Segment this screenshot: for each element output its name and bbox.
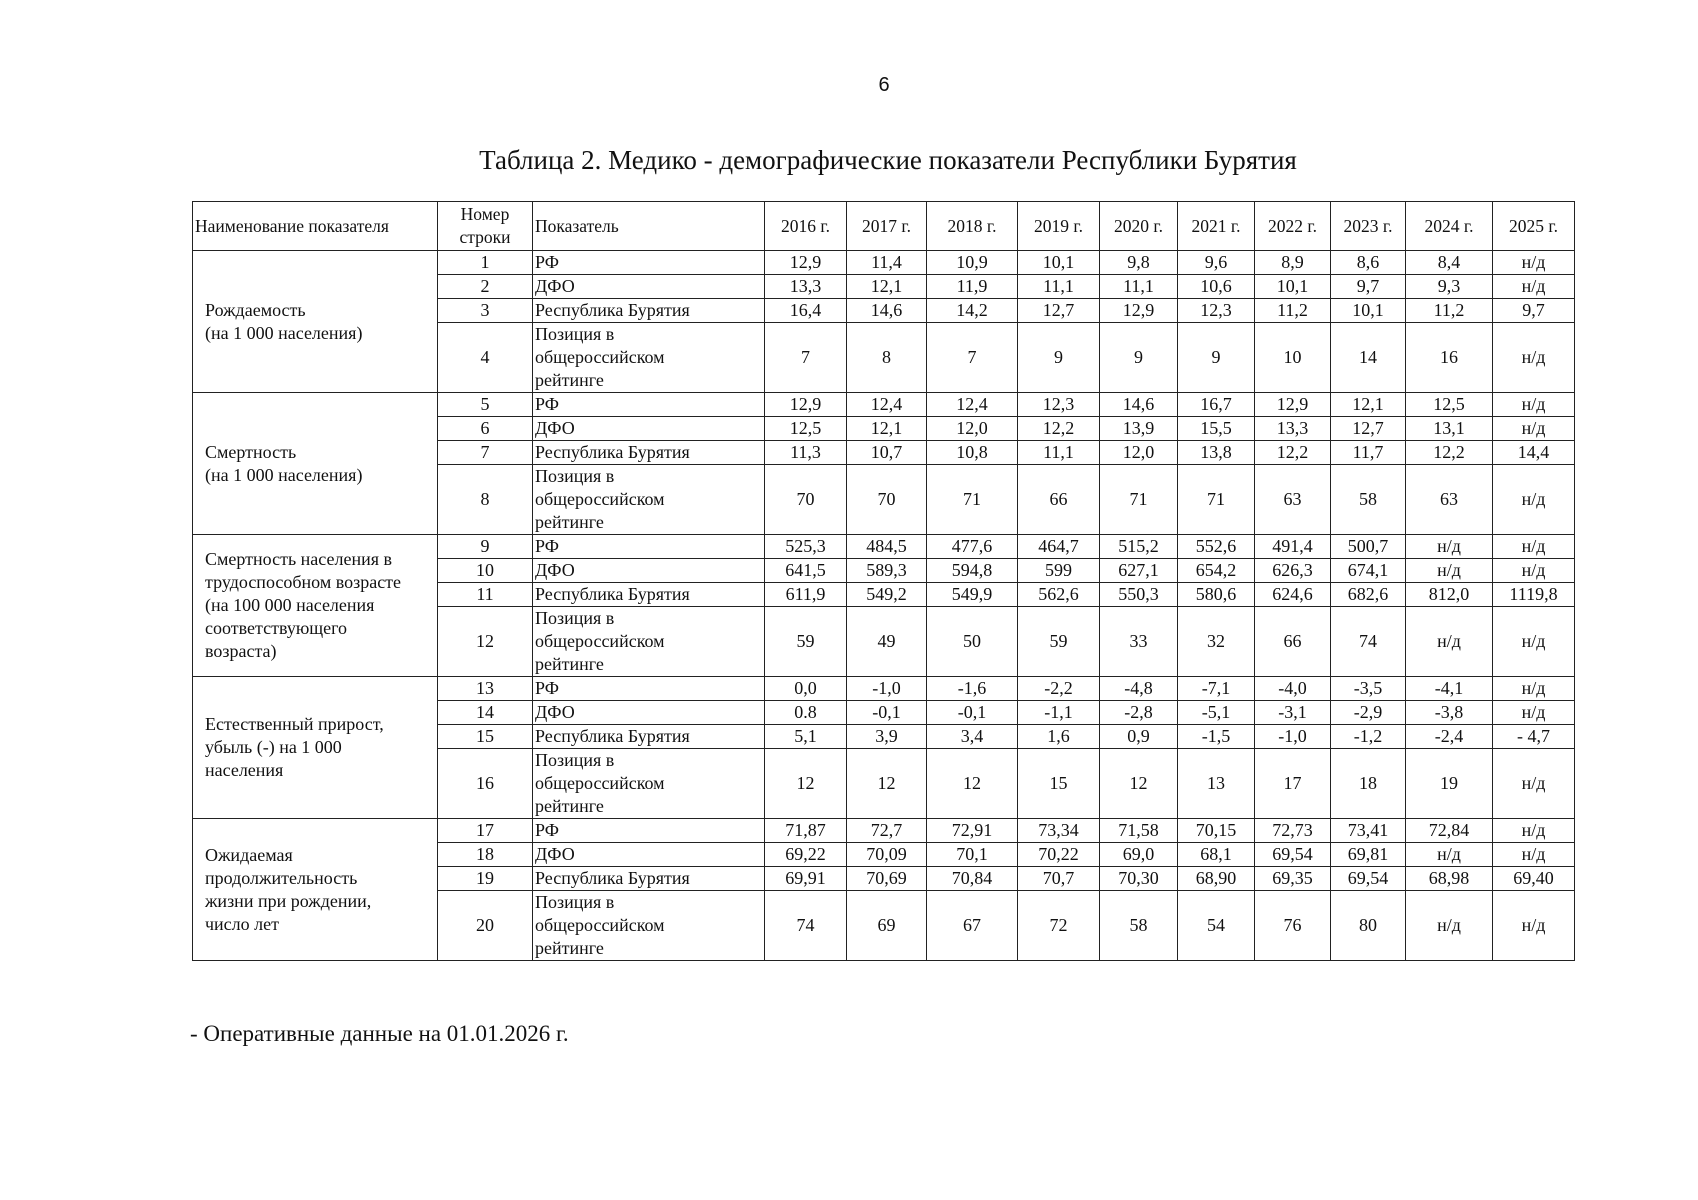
indicator-label: РФ <box>533 251 765 275</box>
value-cell: 70,30 <box>1100 867 1178 891</box>
value-cell: 0.8 <box>765 701 847 725</box>
value-cell: -3,8 <box>1406 701 1493 725</box>
value-cell: 9,7 <box>1493 299 1575 323</box>
value-cell: 13,3 <box>765 275 847 299</box>
value-cell: 484,5 <box>847 535 927 559</box>
value-cell: 589,3 <box>847 559 927 583</box>
value-cell: -4,8 <box>1100 677 1178 701</box>
value-cell: 10,1 <box>1255 275 1331 299</box>
value-cell: 525,3 <box>765 535 847 559</box>
row-number: 20 <box>438 891 533 961</box>
value-cell: 71 <box>1100 465 1178 535</box>
header-year: 2018 г. <box>927 202 1018 251</box>
value-cell: 12,5 <box>765 417 847 441</box>
value-cell: 70,1 <box>927 843 1018 867</box>
value-cell: 3,9 <box>847 725 927 749</box>
indicator-label: ДФО <box>533 701 765 725</box>
value-cell: 68,98 <box>1406 867 1493 891</box>
value-cell: 626,3 <box>1255 559 1331 583</box>
value-cell: 68,1 <box>1178 843 1255 867</box>
value-cell: 552,6 <box>1178 535 1255 559</box>
value-cell: н/д <box>1493 843 1575 867</box>
value-cell: 8,4 <box>1406 251 1493 275</box>
value-cell: 12,9 <box>1255 393 1331 417</box>
table-body <box>193 251 1575 961</box>
row-number: 2 <box>438 275 533 299</box>
header-year: 2017 г. <box>847 202 927 251</box>
value-cell: 16,7 <box>1178 393 1255 417</box>
row-number: 12 <box>438 607 533 677</box>
value-cell: 812,0 <box>1406 583 1493 607</box>
indicator-label: ДФО <box>533 559 765 583</box>
row-number: 15 <box>438 725 533 749</box>
value-cell: 11,9 <box>927 275 1018 299</box>
row-number: 1 <box>438 251 533 275</box>
value-cell: -1,6 <box>927 677 1018 701</box>
value-cell: 1119,8 <box>1493 583 1575 607</box>
value-cell: 10 <box>1255 323 1331 393</box>
header-year: 2025 г. <box>1493 202 1575 251</box>
value-cell: 59 <box>765 607 847 677</box>
value-cell: 562,6 <box>1018 583 1100 607</box>
value-cell: 12,1 <box>1331 393 1406 417</box>
value-cell: н/д <box>1493 701 1575 725</box>
value-cell: 58 <box>1331 465 1406 535</box>
value-cell: 12,4 <box>847 393 927 417</box>
value-cell: 72,7 <box>847 819 927 843</box>
value-cell: 69,54 <box>1255 843 1331 867</box>
value-cell: 70,84 <box>927 867 1018 891</box>
value-cell: н/д <box>1493 819 1575 843</box>
row-number: 13 <box>438 677 533 701</box>
value-cell: 69,81 <box>1331 843 1406 867</box>
row-number: 19 <box>438 867 533 891</box>
indicator-label: Позиция в общероссийском рейтинге <box>533 323 765 393</box>
value-cell: 10,7 <box>847 441 927 465</box>
value-cell: 74 <box>765 891 847 961</box>
value-cell: 8,6 <box>1331 251 1406 275</box>
value-cell: 66 <box>1018 465 1100 535</box>
value-cell: 12 <box>927 749 1018 819</box>
value-cell: 58 <box>1100 891 1178 961</box>
value-cell: 10,9 <box>927 251 1018 275</box>
value-cell: 12,2 <box>1406 441 1493 465</box>
indicator-label: РФ <box>533 819 765 843</box>
value-cell: 15 <box>1018 749 1100 819</box>
value-cell: 15,5 <box>1178 417 1255 441</box>
value-cell: 12,0 <box>1100 441 1178 465</box>
indicator-label: Республика Бурятия <box>533 299 765 323</box>
row-number: 7 <box>438 441 533 465</box>
value-cell: 654,2 <box>1178 559 1255 583</box>
value-cell: 9,3 <box>1406 275 1493 299</box>
value-cell: 11,3 <box>765 441 847 465</box>
indicator-label: ДФО <box>533 417 765 441</box>
value-cell: -1,2 <box>1331 725 1406 749</box>
value-cell: 14,4 <box>1493 441 1575 465</box>
value-cell: 71,87 <box>765 819 847 843</box>
value-cell: -7,1 <box>1178 677 1255 701</box>
value-cell: 549,2 <box>847 583 927 607</box>
value-cell: 5,1 <box>765 725 847 749</box>
value-cell: н/д <box>1493 323 1575 393</box>
value-cell: 491,4 <box>1255 535 1331 559</box>
value-cell: 13,3 <box>1255 417 1331 441</box>
value-cell: 69,0 <box>1100 843 1178 867</box>
value-cell: н/д <box>1406 607 1493 677</box>
value-cell: 0,0 <box>765 677 847 701</box>
value-cell: 14,6 <box>1100 393 1178 417</box>
value-cell: 12,7 <box>1018 299 1100 323</box>
value-cell: 599 <box>1018 559 1100 583</box>
value-cell: 74 <box>1331 607 1406 677</box>
value-cell: -3,1 <box>1255 701 1331 725</box>
value-cell: 674,1 <box>1331 559 1406 583</box>
header-year: 2020 г. <box>1100 202 1178 251</box>
value-cell: 69,35 <box>1255 867 1331 891</box>
value-cell: 50 <box>927 607 1018 677</box>
value-cell: 12,9 <box>765 251 847 275</box>
value-cell: 12,3 <box>1018 393 1100 417</box>
value-cell: -1,0 <box>1255 725 1331 749</box>
row-number: 16 <box>438 749 533 819</box>
row-number: 4 <box>438 323 533 393</box>
value-cell: 9,8 <box>1100 251 1178 275</box>
value-cell: н/д <box>1493 559 1575 583</box>
table-row <box>193 251 1575 275</box>
row-number: 9 <box>438 535 533 559</box>
value-cell: -2,8 <box>1100 701 1178 725</box>
value-cell: н/д <box>1493 607 1575 677</box>
value-cell: 14,6 <box>847 299 927 323</box>
value-cell: 16,4 <box>765 299 847 323</box>
indicator-label: РФ <box>533 393 765 417</box>
value-cell: 641,5 <box>765 559 847 583</box>
value-cell: 63 <box>1406 465 1493 535</box>
value-cell: 12 <box>765 749 847 819</box>
indicator-group-name: Смертность населения в трудоспособном возрасте (на 100 000 населения соответствующего возраста) <box>193 535 438 677</box>
value-cell: 550,3 <box>1100 583 1178 607</box>
value-cell: 12 <box>1100 749 1178 819</box>
value-cell: 594,8 <box>927 559 1018 583</box>
value-cell: 63 <box>1255 465 1331 535</box>
indicator-label: Позиция в общероссийском рейтинге <box>533 749 765 819</box>
value-cell: 16 <box>1406 323 1493 393</box>
value-cell: 14,2 <box>927 299 1018 323</box>
indicator-label: ДФО <box>533 275 765 299</box>
value-cell: 70,22 <box>1018 843 1100 867</box>
value-cell: 13 <box>1178 749 1255 819</box>
value-cell: 12,1 <box>847 417 927 441</box>
value-cell: 10,6 <box>1178 275 1255 299</box>
value-cell: 68,90 <box>1178 867 1255 891</box>
value-cell: 11,7 <box>1331 441 1406 465</box>
value-cell: 12,0 <box>927 417 1018 441</box>
value-cell: 69,54 <box>1331 867 1406 891</box>
value-cell: 549,9 <box>927 583 1018 607</box>
value-cell: 13,9 <box>1100 417 1178 441</box>
value-cell: 7 <box>765 323 847 393</box>
value-cell: 11,2 <box>1406 299 1493 323</box>
table-row <box>193 535 1575 559</box>
value-cell: н/д <box>1493 535 1575 559</box>
value-cell: 33 <box>1100 607 1178 677</box>
header-indicator: Показатель <box>533 202 765 251</box>
table-row <box>193 819 1575 843</box>
value-cell: 11,1 <box>1018 441 1100 465</box>
value-cell: -2,4 <box>1406 725 1493 749</box>
value-cell: н/д <box>1406 891 1493 961</box>
value-cell: 0,9 <box>1100 725 1178 749</box>
row-number: 18 <box>438 843 533 867</box>
value-cell: 11,1 <box>1018 275 1100 299</box>
value-cell: 10,1 <box>1331 299 1406 323</box>
value-cell: 3,4 <box>927 725 1018 749</box>
value-cell: 70 <box>847 465 927 535</box>
header-year: 2016 г. <box>765 202 847 251</box>
value-cell: н/д <box>1406 559 1493 583</box>
value-cell: 69,22 <box>765 843 847 867</box>
value-cell: 17 <box>1255 749 1331 819</box>
row-number: 14 <box>438 701 533 725</box>
header-indicator-name: Наименование показателя <box>193 202 438 251</box>
indicator-label: Республика Бурятия <box>533 441 765 465</box>
value-cell: 67 <box>927 891 1018 961</box>
row-number: 17 <box>438 819 533 843</box>
value-cell: 12,5 <box>1406 393 1493 417</box>
value-cell: -4,1 <box>1406 677 1493 701</box>
value-cell: н/д <box>1493 465 1575 535</box>
header-year: 2024 г. <box>1406 202 1493 251</box>
value-cell: 70,69 <box>847 867 927 891</box>
value-cell: -2,2 <box>1018 677 1100 701</box>
value-cell: 8,9 <box>1255 251 1331 275</box>
header-row-number: Номер строки <box>438 202 533 251</box>
value-cell: 80 <box>1331 891 1406 961</box>
value-cell: -0,1 <box>927 701 1018 725</box>
value-cell: -1,0 <box>847 677 927 701</box>
header-year: 2019 г. <box>1018 202 1100 251</box>
value-cell: 69 <box>847 891 927 961</box>
value-cell: 12 <box>847 749 927 819</box>
value-cell: 515,2 <box>1100 535 1178 559</box>
value-cell: 71 <box>1178 465 1255 535</box>
header-row <box>193 202 1575 251</box>
indicator-group-name: Смертность (на 1 000 населения) <box>193 393 438 535</box>
value-cell: 69,91 <box>765 867 847 891</box>
value-cell: 66 <box>1255 607 1331 677</box>
value-cell: 10,1 <box>1018 251 1100 275</box>
value-cell: -0,1 <box>847 701 927 725</box>
value-cell: 7 <box>927 323 1018 393</box>
row-number: 11 <box>438 583 533 607</box>
indicator-label: Республика Бурятия <box>533 725 765 749</box>
value-cell: 12,1 <box>847 275 927 299</box>
indicator-label: ДФО <box>533 843 765 867</box>
value-cell: 54 <box>1178 891 1255 961</box>
value-cell: 14 <box>1331 323 1406 393</box>
value-cell: 73,41 <box>1331 819 1406 843</box>
value-cell: 1,6 <box>1018 725 1100 749</box>
value-cell: 9 <box>1100 323 1178 393</box>
value-cell: н/д <box>1493 417 1575 441</box>
value-cell: 9 <box>1018 323 1100 393</box>
value-cell: 73,34 <box>1018 819 1100 843</box>
header-year: 2023 г. <box>1331 202 1406 251</box>
value-cell: 611,9 <box>765 583 847 607</box>
indicator-label: Позиция в общероссийском рейтинге <box>533 607 765 677</box>
value-cell: 70 <box>765 465 847 535</box>
value-cell: - 4,7 <box>1493 725 1575 749</box>
indicator-label: Позиция в общероссийском рейтинге <box>533 891 765 961</box>
value-cell: 11,4 <box>847 251 927 275</box>
value-cell: 70,15 <box>1178 819 1255 843</box>
value-cell: 8 <box>847 323 927 393</box>
value-cell: 627,1 <box>1100 559 1178 583</box>
indicator-group-name: Ожидаемая продолжительность жизни при рождении, число лет <box>193 819 438 961</box>
value-cell: н/д <box>1406 535 1493 559</box>
value-cell: н/д <box>1493 393 1575 417</box>
value-cell: 12,2 <box>1255 441 1331 465</box>
value-cell: 500,7 <box>1331 535 1406 559</box>
value-cell: 11,2 <box>1255 299 1331 323</box>
value-cell: 71 <box>927 465 1018 535</box>
row-number: 5 <box>438 393 533 417</box>
value-cell: 72,84 <box>1406 819 1493 843</box>
value-cell: 12,7 <box>1331 417 1406 441</box>
value-cell: 12,2 <box>1018 417 1100 441</box>
value-cell: -2,9 <box>1331 701 1406 725</box>
value-cell: 580,6 <box>1178 583 1255 607</box>
indicator-label: Позиция в общероссийском рейтинге <box>533 465 765 535</box>
value-cell: 19 <box>1406 749 1493 819</box>
value-cell: 72,73 <box>1255 819 1331 843</box>
value-cell: н/д <box>1493 251 1575 275</box>
value-cell: 13,1 <box>1406 417 1493 441</box>
value-cell: 70,09 <box>847 843 927 867</box>
value-cell: 12,4 <box>927 393 1018 417</box>
value-cell: 682,6 <box>1331 583 1406 607</box>
value-cell: 12,3 <box>1178 299 1255 323</box>
value-cell: -1,5 <box>1178 725 1255 749</box>
value-cell: н/д <box>1493 891 1575 961</box>
value-cell: 32 <box>1178 607 1255 677</box>
value-cell: 12,9 <box>765 393 847 417</box>
row-number: 8 <box>438 465 533 535</box>
value-cell: 69,40 <box>1493 867 1575 891</box>
table-title: Таблица 2. Медико - демографические показатели Республики Бурятия <box>479 145 1297 175</box>
value-cell: 464,7 <box>1018 535 1100 559</box>
value-cell: 76 <box>1255 891 1331 961</box>
value-cell: 624,6 <box>1255 583 1331 607</box>
indicator-label: РФ <box>533 535 765 559</box>
header-year: 2022 г. <box>1255 202 1331 251</box>
value-cell: 12,9 <box>1100 299 1178 323</box>
row-number: 10 <box>438 559 533 583</box>
indicator-label: Республика Бурятия <box>533 583 765 607</box>
value-cell: 13,8 <box>1178 441 1255 465</box>
indicator-group-name: Естественный прирост, убыль (-) на 1 000 населения <box>193 677 438 819</box>
value-cell: н/д <box>1406 843 1493 867</box>
value-cell: -5,1 <box>1178 701 1255 725</box>
indicator-label: РФ <box>533 677 765 701</box>
page-number: 6 <box>878 74 890 96</box>
table-row <box>193 677 1575 701</box>
value-cell: -4,0 <box>1255 677 1331 701</box>
value-cell: 10,8 <box>927 441 1018 465</box>
value-cell: 9,6 <box>1178 251 1255 275</box>
indicator-label: Республика Бурятия <box>533 867 765 891</box>
value-cell: -3,5 <box>1331 677 1406 701</box>
header-year: 2021 г. <box>1178 202 1255 251</box>
value-cell: 59 <box>1018 607 1100 677</box>
indicator-group-name: Рождаемость (на 1 000 населения) <box>193 251 438 393</box>
value-cell: 72,91 <box>927 819 1018 843</box>
value-cell: 71,58 <box>1100 819 1178 843</box>
value-cell: 477,6 <box>927 535 1018 559</box>
table-row <box>193 393 1575 417</box>
value-cell: 11,1 <box>1100 275 1178 299</box>
value-cell: 9,7 <box>1331 275 1406 299</box>
row-number: 3 <box>438 299 533 323</box>
value-cell: 49 <box>847 607 927 677</box>
value-cell: 18 <box>1331 749 1406 819</box>
footnote: - Оперативные данные на 01.01.2026 г. <box>190 1021 569 1046</box>
value-cell: 72 <box>1018 891 1100 961</box>
value-cell: 9 <box>1178 323 1255 393</box>
value-cell: н/д <box>1493 677 1575 701</box>
value-cell: 70,7 <box>1018 867 1100 891</box>
value-cell: н/д <box>1493 275 1575 299</box>
demographic-indicators-table <box>192 201 1575 961</box>
row-number: 6 <box>438 417 533 441</box>
value-cell: н/д <box>1493 749 1575 819</box>
value-cell: -1,1 <box>1018 701 1100 725</box>
